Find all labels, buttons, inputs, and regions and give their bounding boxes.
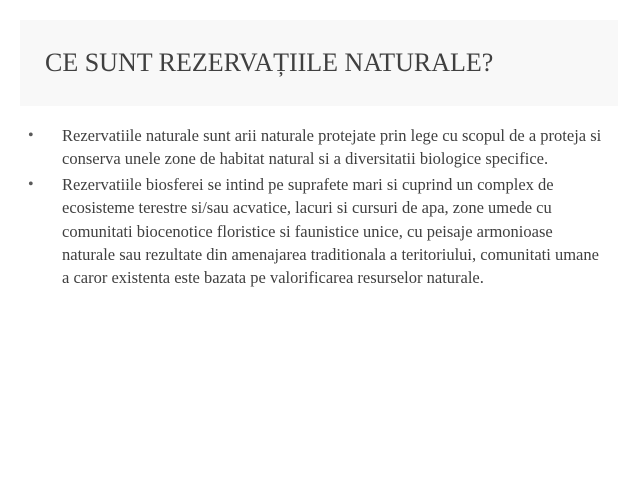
bullet-icon: • xyxy=(28,175,34,193)
bullet-item xyxy=(0,124,602,171)
bullet-icon: • xyxy=(28,127,34,144)
slide-title: CE SUNT REZERVAȚIILE NATURALE? xyxy=(45,48,494,77)
bullet-item xyxy=(0,173,602,290)
bullet-list xyxy=(0,124,638,292)
bullet-text: Rezervatiile naturale sunt arii naturale protejate prin lege cu scopul de a proteja si conserva unele zone de habitat natural si a diversitatii biologice specifice. xyxy=(62,126,602,169)
bullet-text: Rezervatiile biosferei se intind pe suprafete mari si cuprind un complex de ecosisteme terestre si/sau acvatice, lacuri si cursuri de apa, zone umede cu comunitati biocenotice floristice si faunistice unice, cu peisaje armonioase naturale sau rezultate din amenajarea traditionala a teritoriului, comunitati umane a caror existenta este bazata pe valorificarea resurselor naturale. xyxy=(62,174,599,288)
